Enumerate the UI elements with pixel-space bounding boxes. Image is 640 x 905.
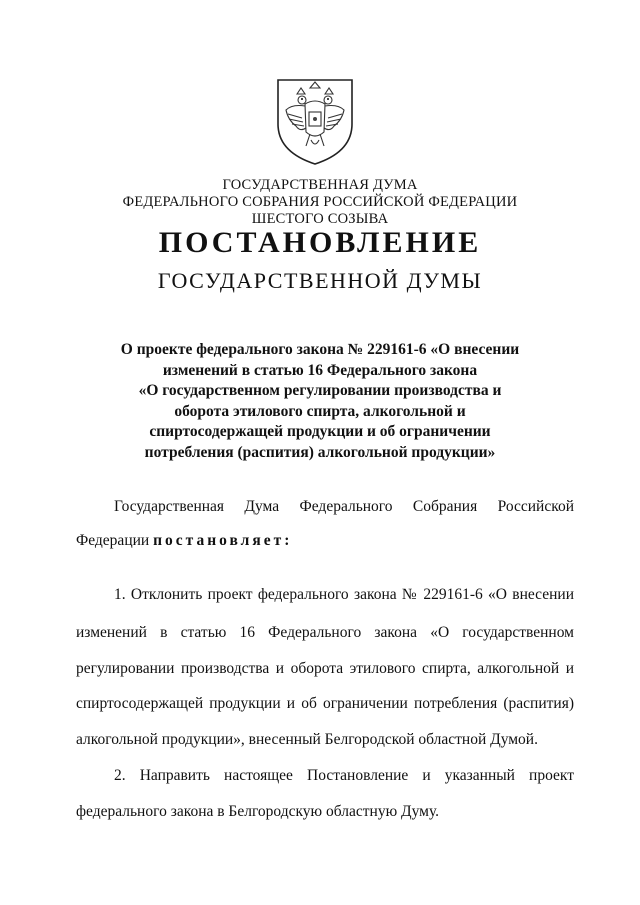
- header-line-federal-assembly: ФЕДЕРАЛЬНОГО СОБРАНИЯ РОССИЙСКОЙ ФЕДЕРАЦИИ: [122, 194, 518, 210]
- item-2-line: федерального закона в Белгородскую областную Думу.: [76, 803, 440, 820]
- item-1-line: изменений в статью 16 Федерального закона «О государственном: [76, 624, 574, 641]
- subject-line: оборота этилового спирта, алкогольной и: [174, 402, 466, 420]
- decree-word: постановляет:: [153, 532, 293, 549]
- document-subject: [110, 340, 530, 463]
- header-line-convocation: ШЕСТОГО СОЗЫВА: [251, 211, 389, 227]
- subject-line: «О государственном регулировании производства и: [138, 382, 502, 399]
- item-1-line: спиртосодержащей продукции и об ограничении потребления (распития): [76, 695, 574, 712]
- document-title: ПОСТАНОВЛЕНИЕ: [158, 226, 482, 259]
- header-line-duma: ГОСУДАРСТВЕННАЯ ДУМА: [222, 177, 418, 193]
- subject-line: потребления (распития) алкогольной продукции»: [144, 443, 496, 461]
- document-subtitle: ГОСУДАРСТВЕННОЙ ДУМЫ: [157, 268, 483, 293]
- subject-line: спиртосодержащей продукции и об ограничении: [149, 423, 491, 440]
- preamble-line-decree: [76, 532, 574, 550]
- item-1-line: 1. Отклонить проект федерального закона № 229161-6 «О внесении: [114, 586, 574, 603]
- subject-line: О проекте федерального закона № 229161-6 «О внесении: [120, 341, 520, 358]
- preamble-text: Федерации: [76, 532, 154, 549]
- coat-of-arms-icon: [272, 76, 358, 166]
- subject-line: изменений в статью 16 Федерального закона: [162, 361, 478, 379]
- preamble-line: Государственная Дума Федерального Собрания Российской: [114, 498, 574, 515]
- item-1-line: алкогольной продукции», внесенный Белгородской областной Думой.: [76, 731, 538, 748]
- item-1-line: регулировании производства и оборота этилового спирта, алкогольной и: [76, 660, 574, 677]
- item-2-line: 2. Направить настоящее Постановление и указанный проект: [114, 767, 574, 784]
